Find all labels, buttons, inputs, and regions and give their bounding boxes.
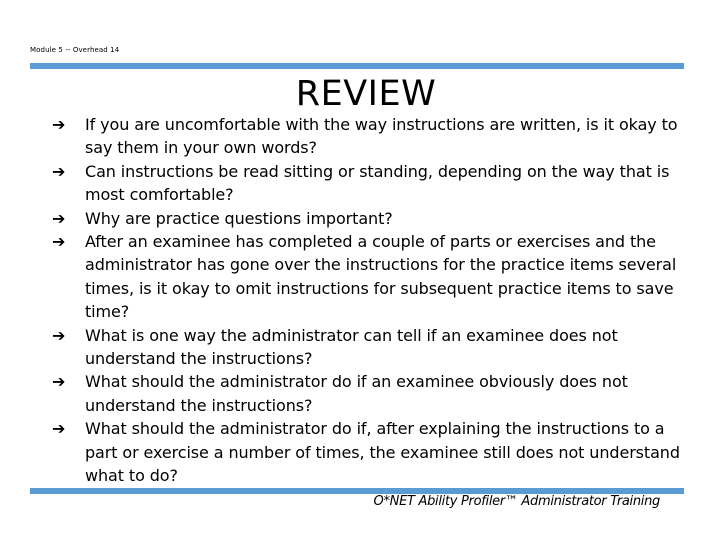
list-item [30,370,690,417]
list-item [30,160,690,207]
list-item [30,230,690,324]
list-item [30,207,690,230]
top-divider [30,63,684,69]
review-question-list [30,113,690,488]
right-arrow-icon: ➔ [52,115,66,134]
list-item [30,417,690,487]
footer-caption: O*NET Ability Profiler™ Administrator Training [373,494,660,509]
question-text: Can instructions be read sitting or standing, depending on the way that is most comfortable? [85,161,670,205]
question-text: After an examinee has completed a couple of parts or exercises and the administrator has gone over the instructions for the practice items several times, is it okay to omit instructions for subsequent practice items to save time? [85,232,677,322]
right-arrow-icon: ➔ [52,208,66,228]
question-text: If you are uncomfortable with the way instructions are written, is it okay to say them in your own words? [85,115,678,158]
list-item [30,324,690,371]
header-label: Module 5 -- Overhead 14 [30,46,120,54]
list-item [30,113,690,160]
right-arrow-icon: ➔ [52,372,66,392]
question-text: What is one way the administrator can tell if an examinee does not understand the instructions? [85,325,618,369]
question-text: What should the administrator do if an examinee obviously does not understand the instructions? [85,372,628,415]
question-text: Why are practice questions important? [85,208,393,228]
right-arrow-icon: ➔ [52,161,66,181]
question-text: What should the administrator do if, after explaining the instructions to a part or exercise a number of times, the examinee still does not understand what to do? [85,419,680,486]
right-arrow-icon: ➔ [52,232,66,252]
slide-title: REVIEW [295,74,437,114]
right-arrow-icon: ➔ [52,419,66,439]
right-arrow-icon: ➔ [52,325,66,345]
